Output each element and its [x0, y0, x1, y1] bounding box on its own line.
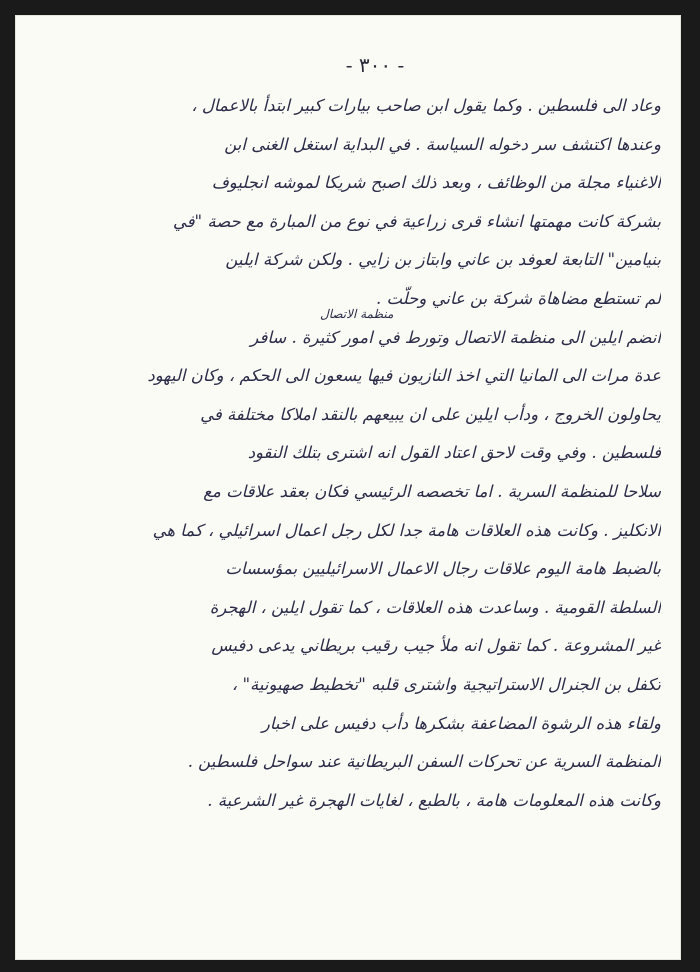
text-line: بالضبط هامة اليوم علاقات رجال الاعمال الاسرائيليين بمؤسسات — [225, 559, 661, 579]
text-line: الانكليز . وكانت هذه العلاقات هامة جدا لكل رجل اعمال اسرائيلي ، كما هي — [152, 520, 661, 540]
text-line: المنظمة السرية عن تحركات السفن البريطانية عند سواحل فلسطين . — [187, 752, 661, 772]
text-line: تكفل بن الجنرال الاستراتيجية واشترى قلبه "تخطيط صهيونية" ، — [231, 674, 661, 694]
page-number: - ٣٠٠ - — [345, 53, 405, 77]
text-line: بنيامين" التابعة لعوفد بن عاني وابتاز بن زايي . ولكن شركة ايلين — [225, 250, 661, 270]
text-line: الاغنياء مجلة من الوظائف ، وبعد ذلك اصبح شريكا لموشه انجليوف — [211, 173, 661, 193]
text-line: بشركة كانت مهمتها انشاء قرى زراعية في نوع من المبارة مع حصة "في — [172, 211, 661, 231]
text-line: وعندها اكتشف سر دخوله السياسة . في البداية استغل الغنى ابن — [224, 134, 661, 154]
text-line: وكانت هذه المعلومات هامة ، بالطبع ، لغايات الهجرة غير الشرعية . — [207, 790, 661, 810]
text-line: سلاحا للمنظمة السرية . اما تخصصه الرئيسي فكان بعقد علاقات مع — [203, 481, 661, 501]
text-line: ولقاء هذه الرشوة المضاعفة بشكرها دأب دفيس على اخبار — [261, 713, 661, 733]
text-line: السلطة القومية . وساعدت هذه العلاقات ، كما تقول ايلين ، الهجرة — [209, 597, 661, 617]
text-line: يحاولون الخروج ، ودأب ايلين على ان يبيعهم بالنقد املاكا مختلفة في — [200, 404, 661, 424]
handwritten-text-body — [71, 87, 661, 820]
text-line: وعاد الى فلسطين . وكما يقول ابن صاحب بيارات كبير ابتدأ بالاعمال ، — [191, 96, 661, 115]
text-line: عدة مرات الى المانيا التي اخذ النازيون فيها يسعون الى الحكم ، وكان اليهود — [147, 366, 661, 386]
manuscript-page — [15, 15, 681, 960]
handwritten-insertion: منظمة الاتصال — [320, 307, 394, 321]
text-line: انضم ايلين الى منظمة الاتصال وتورط في امور كثيرة . سافر — [250, 327, 661, 347]
text-line: لم تستطع مضاهاة شركة بن عاني وحلّت . — [376, 288, 661, 308]
text-line: فلسطين . وفي وقت لاحق اعتاد القول انه اشترى بتلك النقود — [247, 443, 661, 463]
text-line: غير المشروعة . كما تقول انه ملأ جيب رقيب بريطاني يدعى دفيس — [211, 636, 661, 656]
